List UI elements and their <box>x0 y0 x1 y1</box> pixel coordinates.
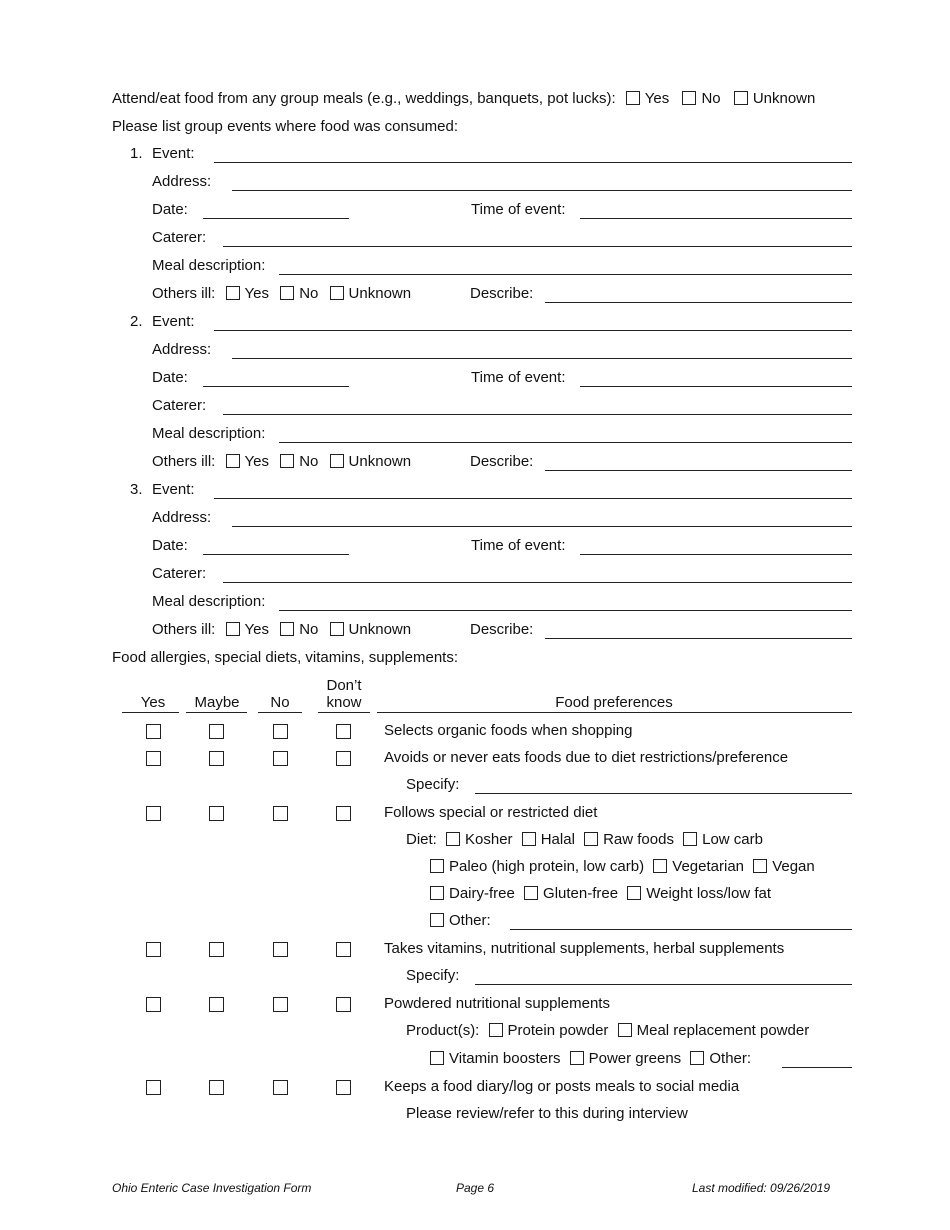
address-input[interactable] <box>232 190 852 191</box>
dont-know-checkbox[interactable] <box>336 806 351 821</box>
col-header-maybe: Maybe <box>194 694 240 711</box>
describe-input[interactable] <box>545 302 852 303</box>
time-label: Time of event: <box>471 369 566 386</box>
meal-description-input[interactable] <box>279 610 852 611</box>
checkbox[interactable] <box>226 454 240 468</box>
group-meals-yes-option[interactable]: Yes <box>626 90 674 107</box>
checkbox[interactable] <box>627 886 641 900</box>
others-ill-label: Others ill: <box>152 453 216 470</box>
product-options-row-1 <box>406 1022 814 1040</box>
products-label: Product(s): <box>406 1022 480 1039</box>
group-meals-question: Attend/eat food from any group meals (e.g., weddings, banquets, pot lucks): <box>112 90 616 107</box>
date-label: Date: <box>152 369 188 386</box>
checkbox[interactable] <box>280 454 294 468</box>
others-ill-no-option[interactable]: No <box>280 453 323 470</box>
checkbox[interactable] <box>618 1023 632 1037</box>
checkbox[interactable] <box>690 1051 704 1065</box>
describe-input[interactable] <box>545 470 852 471</box>
caterer-label: Caterer: <box>152 397 207 414</box>
time-input[interactable] <box>580 386 852 387</box>
address-label: Address: <box>152 341 212 358</box>
yes-checkbox[interactable] <box>146 942 161 957</box>
pref-vitamins: Takes vitamins, nutritional supplements, herbal supplements <box>384 940 785 957</box>
pref-special-diet: Follows special or restricted diet <box>384 804 598 821</box>
checkbox[interactable] <box>430 859 444 873</box>
header-underline <box>377 712 852 713</box>
checkbox[interactable] <box>489 1023 503 1037</box>
checkbox[interactable] <box>683 832 697 846</box>
footer-last-modified: Last modified: 09/26/2019 <box>692 1181 831 1195</box>
checkbox[interactable] <box>330 622 344 636</box>
event-name-input[interactable] <box>214 330 852 331</box>
pref-powdered: Powdered nutritional supplements <box>384 995 610 1012</box>
others-ill-row <box>152 285 416 303</box>
others-ill-row <box>152 453 416 471</box>
checkbox[interactable] <box>524 886 538 900</box>
maybe-checkbox[interactable] <box>209 806 224 821</box>
header-underline <box>318 712 370 713</box>
product-other-option[interactable]: Other: <box>690 1050 751 1067</box>
others-ill-unknown-option[interactable]: Unknown <box>330 621 417 638</box>
pref-diary: Keeps a food diary/log or posts meals to social media <box>384 1078 740 1095</box>
specify-label: Specify: <box>406 967 460 984</box>
yes-checkbox[interactable] <box>146 724 161 739</box>
meal-description-input[interactable] <box>279 274 852 275</box>
describe-label: Describe: <box>470 621 534 638</box>
checkbox[interactable] <box>682 91 696 105</box>
no-checkbox[interactable] <box>273 1080 288 1095</box>
group-meals-row <box>112 90 820 108</box>
event-number: 3. <box>130 481 143 498</box>
maybe-checkbox[interactable] <box>209 724 224 739</box>
caterer-input[interactable] <box>223 414 852 415</box>
events-prompt: Please list group events where food was consumed: <box>112 118 459 135</box>
checkbox[interactable] <box>522 832 536 846</box>
no-checkbox[interactable] <box>273 724 288 739</box>
specify-avoids-input[interactable] <box>475 793 852 794</box>
meal-description-label: Meal description: <box>152 425 266 442</box>
address-input[interactable] <box>232 358 852 359</box>
no-checkbox[interactable] <box>273 997 288 1012</box>
time-input[interactable] <box>580 218 852 219</box>
checkbox[interactable] <box>330 454 344 468</box>
diet-options-row-2 <box>430 858 820 876</box>
diet-halal-option[interactable]: Halal <box>522 831 580 848</box>
others-ill-label: Others ill: <box>152 621 216 638</box>
caterer-label: Caterer: <box>152 229 207 246</box>
specify-label: Specify: <box>406 776 460 793</box>
product-vitamin-boosters-option[interactable]: Vitamin boosters <box>430 1050 565 1067</box>
footer-form-name: Ohio Enteric Case Investigation Form <box>112 1181 312 1195</box>
meal-description-label: Meal description: <box>152 593 266 610</box>
others-ill-yes-option[interactable]: Yes <box>226 285 274 302</box>
yes-checkbox[interactable] <box>146 1080 161 1095</box>
time-input[interactable] <box>580 554 852 555</box>
event-label: Event: <box>152 313 195 330</box>
date-label: Date: <box>152 201 188 218</box>
maybe-checkbox[interactable] <box>209 942 224 957</box>
yes-checkbox[interactable] <box>146 751 161 766</box>
footer-page-number: Page 6 <box>456 1181 495 1195</box>
others-ill-label: Others ill: <box>152 285 216 302</box>
maybe-checkbox[interactable] <box>209 751 224 766</box>
diary-note: Please review/refer to this during interview <box>406 1105 688 1122</box>
diet-weight-loss-option[interactable]: Weight loss/low fat <box>627 885 776 902</box>
header-underline <box>258 712 302 713</box>
diet-gluten-free-option[interactable]: Gluten-free <box>524 885 623 902</box>
checkbox[interactable] <box>226 286 240 300</box>
checkbox[interactable] <box>280 286 294 300</box>
checkbox[interactable] <box>430 886 444 900</box>
no-checkbox[interactable] <box>273 751 288 766</box>
event-number: 2. <box>130 313 143 330</box>
product-protein-powder-option[interactable]: Protein powder <box>489 1022 614 1039</box>
maybe-checkbox[interactable] <box>209 1080 224 1095</box>
others-ill-row <box>152 621 416 639</box>
address-input[interactable] <box>232 526 852 527</box>
checkbox[interactable] <box>584 832 598 846</box>
others-ill-yes-option[interactable]: Yes <box>226 453 274 470</box>
checkbox[interactable] <box>430 913 444 927</box>
time-label: Time of event: <box>471 537 566 554</box>
date-input[interactable] <box>203 554 349 555</box>
pref-avoids: Avoids or never eats foods due to diet restrictions/preference <box>384 749 789 766</box>
dont-know-checkbox[interactable] <box>336 997 351 1012</box>
diet-other-option[interactable]: Other: <box>430 912 491 930</box>
event-number: 1. <box>130 145 143 162</box>
pref-organic: Selects organic foods when shopping <box>384 722 633 739</box>
allergies-heading: Food allergies, special diets, vitamins, supplements: <box>112 649 458 666</box>
meal-description-label: Meal description: <box>152 257 266 274</box>
describe-label: Describe: <box>470 453 534 470</box>
dont-know-checkbox[interactable] <box>336 1080 351 1095</box>
checkbox[interactable] <box>626 91 640 105</box>
dont-know-checkbox[interactable] <box>336 724 351 739</box>
address-label: Address: <box>152 173 212 190</box>
col-header-yes: Yes <box>140 694 166 711</box>
date-label: Date: <box>152 537 188 554</box>
group-meals-no-option[interactable]: No <box>682 90 725 107</box>
caterer-label: Caterer: <box>152 565 207 582</box>
event-label: Event: <box>152 481 195 498</box>
describe-input[interactable] <box>545 638 852 639</box>
date-input[interactable] <box>203 218 349 219</box>
header-underline <box>186 712 247 713</box>
diet-options-row-1 <box>406 831 768 849</box>
diet-dairy-free-option[interactable]: Dairy-free <box>430 885 520 902</box>
header-underline <box>122 712 179 713</box>
specify-vitamins-input[interactable] <box>475 984 852 985</box>
checkbox[interactable] <box>226 622 240 636</box>
diet-paleo-option[interactable]: Paleo (high protein, low carb) <box>430 858 649 875</box>
maybe-checkbox[interactable] <box>209 997 224 1012</box>
product-options-row-2 <box>430 1050 751 1068</box>
diet-vegetarian-option[interactable]: Vegetarian <box>653 858 749 875</box>
diet-label: Diet: <box>406 831 437 848</box>
date-input[interactable] <box>203 386 349 387</box>
caterer-input[interactable] <box>223 582 852 583</box>
dont-know-checkbox[interactable] <box>336 751 351 766</box>
diet-raw-foods-option[interactable]: Raw foods <box>584 831 679 848</box>
product-other-input[interactable] <box>782 1067 852 1068</box>
diet-options-row-3 <box>430 885 776 903</box>
no-checkbox[interactable] <box>273 942 288 957</box>
diet-kosher-option[interactable]: Kosher <box>446 831 518 848</box>
col-header-no: No <box>270 694 290 711</box>
checkbox[interactable] <box>430 1051 444 1065</box>
others-ill-no-option[interactable]: No <box>280 621 323 638</box>
others-ill-yes-option[interactable]: Yes <box>226 621 274 638</box>
meal-description-input[interactable] <box>279 442 852 443</box>
no-checkbox[interactable] <box>273 806 288 821</box>
checkbox[interactable] <box>280 622 294 636</box>
col-header-food-preferences: Food preferences <box>555 694 673 711</box>
product-power-greens-option[interactable]: Power greens <box>570 1050 687 1067</box>
event-label: Event: <box>152 145 195 162</box>
others-ill-unknown-option[interactable]: Unknown <box>330 285 417 302</box>
col-header-dont-know: Don’t know <box>326 677 362 711</box>
event-name-input[interactable] <box>214 162 852 163</box>
checkbox[interactable] <box>330 286 344 300</box>
diet-low-carb-option[interactable]: Low carb <box>683 831 768 848</box>
checkbox[interactable] <box>753 859 767 873</box>
dont-know-checkbox[interactable] <box>336 942 351 957</box>
caterer-input[interactable] <box>223 246 852 247</box>
checkbox[interactable] <box>653 859 667 873</box>
yes-checkbox[interactable] <box>146 806 161 821</box>
others-ill-no-option[interactable]: No <box>280 285 323 302</box>
product-meal-replacement-option[interactable]: Meal replacement powder <box>618 1022 815 1039</box>
others-ill-unknown-option[interactable]: Unknown <box>330 453 417 470</box>
checkbox[interactable] <box>734 91 748 105</box>
time-label: Time of event: <box>471 201 566 218</box>
address-label: Address: <box>152 509 212 526</box>
diet-vegan-option[interactable]: Vegan <box>753 858 820 875</box>
checkbox[interactable] <box>446 832 460 846</box>
checkbox[interactable] <box>570 1051 584 1065</box>
event-name-input[interactable] <box>214 498 852 499</box>
group-meals-unknown-option[interactable]: Unknown <box>734 90 821 107</box>
describe-label: Describe: <box>470 285 534 302</box>
yes-checkbox[interactable] <box>146 997 161 1012</box>
diet-other-input[interactable] <box>510 929 852 930</box>
